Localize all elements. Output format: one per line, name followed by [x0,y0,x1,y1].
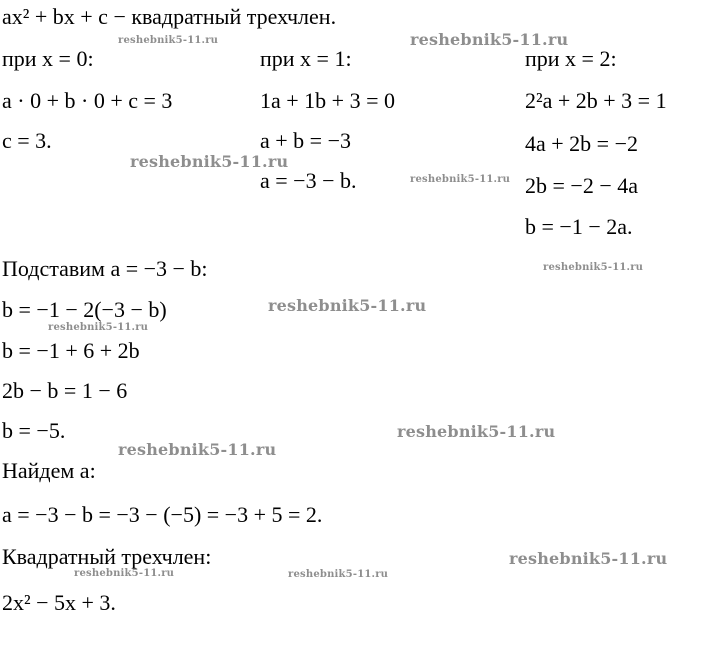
watermark: reshebnik5-11.ru [543,262,644,273]
watermark: reshebnik5-11.ru [410,174,511,185]
watermark: reshebnik5-11.ru [288,569,389,580]
watermark: reshebnik5-11.ru [118,440,277,459]
substitute-line: b = −1 + 6 + 2b [2,338,140,363]
case-x2-heading: при x = 2: [525,46,617,71]
case-x2-line: 4a + 2b = −2 [525,131,638,156]
case-x1-line: a + b = −3 [260,128,351,153]
case-x0-line: a · 0 + b · 0 + c = 3 [2,88,173,113]
watermark: reshebnik5-11.ru [74,568,175,579]
case-x2-line: b = −1 − 2a. [525,214,633,239]
watermark: reshebnik5-11.ru [268,296,427,315]
substitute-line: b = −1 − 2(−3 − b) [2,297,167,322]
case-x1-heading: при x = 1: [260,46,352,71]
case-x1-line: a = −3 − b. [260,168,357,193]
answer-heading: Квадратный трехчлен: [2,544,212,569]
case-x2-line: 2b = −2 − 4a [525,173,638,198]
watermark: reshebnik5-11.ru [410,30,569,49]
find-a-heading: Найдем a: [2,458,96,483]
substitute-line: b = −5. [2,418,66,443]
watermark: reshebnik5-11.ru [118,35,219,46]
watermark: reshebnik5-11.ru [48,322,149,333]
find-a-line: a = −3 − b = −3 − (−5) = −3 + 5 = 2. [2,502,323,527]
case-x0-line: c = 3. [2,128,52,153]
watermark: reshebnik5-11.ru [509,549,668,568]
case-x0-heading: при x = 0: [2,46,94,71]
case-x2-line: 2²a + 2b + 3 = 1 [525,88,667,113]
watermark: reshebnik5-11.ru [397,422,556,441]
watermark: reshebnik5-11.ru [130,152,289,171]
substitute-line: 2b − b = 1 − 6 [2,378,128,403]
case-x1-line: 1a + 1b + 3 = 0 [260,88,395,113]
substitute-heading: Подставим a = −3 − b: [2,256,208,281]
intro-line: ax² + bx + c − квадратный трехчлен. [2,4,337,29]
answer-line: 2x² − 5x + 3. [2,590,116,615]
